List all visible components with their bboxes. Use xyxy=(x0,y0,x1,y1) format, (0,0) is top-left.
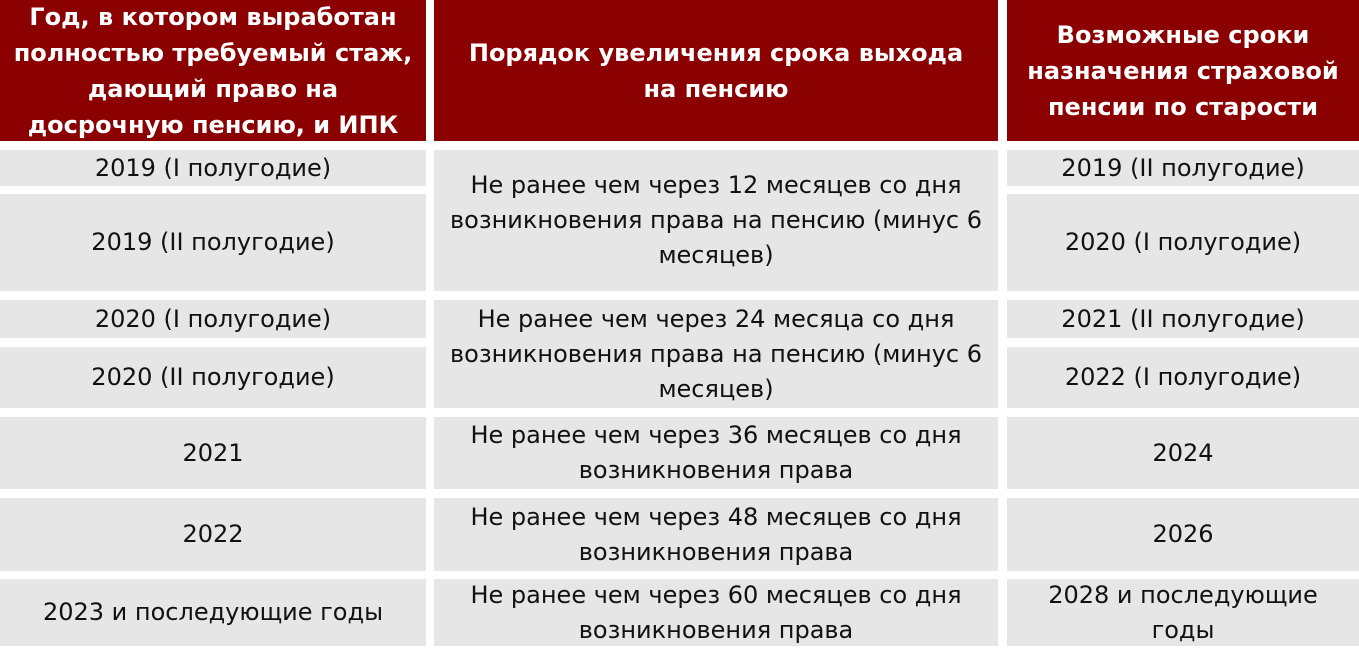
year-cell: 2021 xyxy=(0,417,426,489)
pension-term-cell: 2021 (II полугодие) xyxy=(1007,300,1359,338)
pension-term-cell: 2024 xyxy=(1007,417,1359,489)
header-label: Год, в котором выработан полностью требуемый стаж, дающий право на досрочную пенсию, и ИПК xyxy=(13,2,413,139)
pension-term-cell: 2019 (II полугодие) xyxy=(1007,150,1359,186)
year-cell: 2019 (I полугодие) xyxy=(0,150,426,186)
year-cell: 2019 (II полугодие) xyxy=(0,194,426,291)
year-cell: 2020 (I полугодие) xyxy=(0,300,426,338)
year-cell: 2023 и последующие годы xyxy=(0,579,426,646)
increase-order-cell: Не ранее чем через 48 месяцев со дня возникновения права xyxy=(434,498,998,571)
increase-order-cell: Не ранее чем через 12 месяцев со дня возникновения права на пенсию (минус 6 месяцев) xyxy=(434,150,998,291)
pension-term-cell: 2026 xyxy=(1007,498,1359,571)
increase-order-cell: Не ранее чем через 24 месяца со дня возникновения права на пенсию (минус 6 месяцев) xyxy=(434,300,998,408)
header-year-earned xyxy=(0,0,426,141)
header-possible-terms xyxy=(1007,0,1359,141)
year-cell: 2020 (II полугодие) xyxy=(0,347,426,408)
header-label: Возможные сроки назначения страховой пенсии по старости xyxy=(1027,20,1339,121)
increase-order-cell: Не ранее чем через 36 месяцев со дня возникновения права xyxy=(434,417,998,489)
year-cell: 2022 xyxy=(0,498,426,571)
header-increase-order xyxy=(434,0,998,141)
increase-order-cell: Не ранее чем через 60 месяцев со дня возникновения права xyxy=(434,579,998,646)
pension-term-cell: 2020 (I полугодие) xyxy=(1007,194,1359,291)
pension-term-cell: 2022 (I полугодие) xyxy=(1007,347,1359,408)
pension-term-cell: 2028 и последующие годы xyxy=(1007,579,1359,646)
header-label: Порядок увеличения срока выхода на пенсию xyxy=(468,38,964,103)
